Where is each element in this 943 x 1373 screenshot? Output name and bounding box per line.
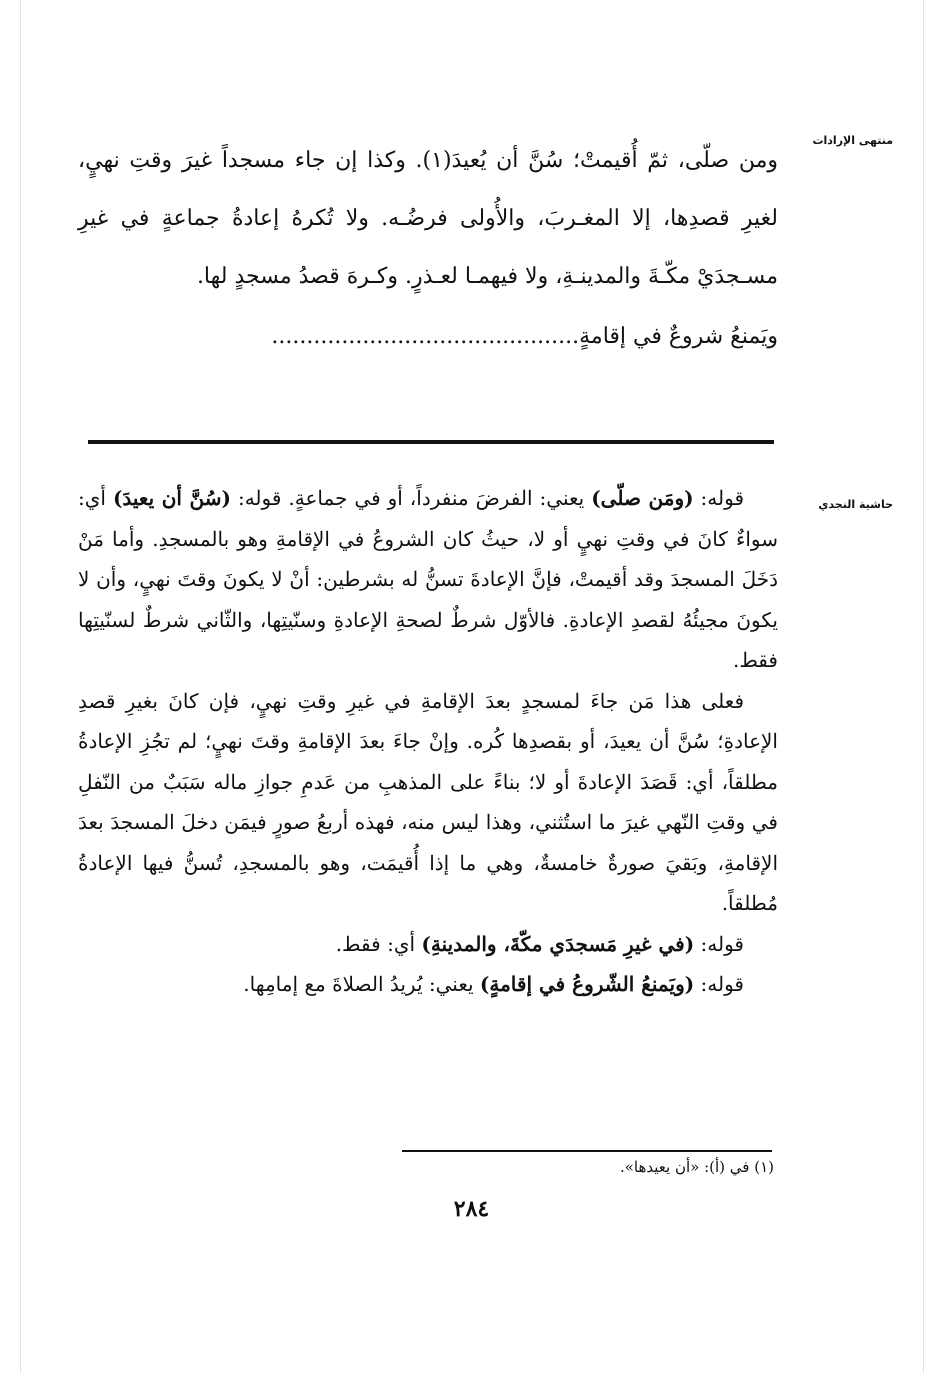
commentary-text: أي: سواءٌ كانَ في وقتِ نهيٍ أو لا، حيثُ كان الشروعُ في الإقامةِ وهو بالمسجدِ. وأما مَنْ دَخَلَ المسجدَ وقد أقيمتْ، فإنَّ الإعادةَ تسنُّ له بشرطين: أنْ لا يكونَ وقتَ نهيٍ، وأن لا يكونَ مجيئُهُ لقصدِ الإعادةِ. فالأوّل شرطٌ لصحةِ الإعادةِ وسنّيتِها، والثّاني شرطٌ لسنّيتِها فقط. (78, 486, 778, 672)
commentary-paragraph (78, 478, 778, 681)
quoted-phrase: (في غيرِ مَسجدَي مكّةَ، والمدينةِ) (421, 931, 695, 956)
sidebar-label-main: منتهى الإرادات (812, 134, 893, 147)
margin-guide-left (20, 0, 21, 1373)
margin-guide-right (923, 0, 924, 1373)
commentary-paragraph (78, 681, 778, 924)
main-paragraph: ومن صلّى، ثمّ أُقيمتْ؛ سُنَّ أن يُعيدَ(١). وكذا إن جاء مسجداً غيرَ وقتِ نهيٍ، لغيرِ قصدِها، إلا المغـربَ، والأُولى فرضُـه. ولا تُكرهُ إعادةُ جماعةٍ في غيرِ مسـجدَيْ مكّـةَ والمدينـةِ، ولا فيهمـا لعـذرٍ. وكـرهَ قصدُ مسجدٍ لها. (78, 148, 778, 289)
continuation-dots: ............................................ (271, 324, 580, 349)
commentary-text: يعني: الفرضَ منفرداً، أو في جماعةٍ. قوله: (231, 486, 592, 510)
commentary-text: يعني: يُريدُ الصلاةَ مع إمامِها. (243, 972, 480, 996)
section-separator (88, 440, 774, 444)
commentary-text: أي: فقط. (335, 931, 422, 956)
quoted-phrase: (سُنَّ أن يعيدَ) (112, 486, 231, 510)
commentary-paragraph (78, 924, 778, 965)
main-text-block (78, 132, 778, 366)
commentary-text: قوله: (693, 486, 745, 510)
quoted-phrase: (ويَمنعُ الشّروعُ في إقامةٍ) (479, 972, 695, 996)
main-last-line-text: ويَمنعُ شروعٌ في إقامةٍ (579, 324, 778, 349)
footnote: (١) في (أ): «أن يعيدها». (619, 1158, 774, 1176)
commentary-block (78, 478, 778, 1005)
main-last-line (78, 308, 778, 366)
commentary-text: قوله: (694, 972, 744, 996)
sidebar-label-commentary: حاشية النجدي (818, 498, 893, 511)
footnote-rule (402, 1150, 772, 1152)
commentary-text: فعلى هذا مَن جاءَ لمسجدٍ بعدَ الإقامةِ في غيرِ وقتِ نهيٍ، فإن كانَ بغيرِ قصدِ الإعادةِ؛ سُنَّ أن يعيدَ، أو بقصدِها كُره. وإنْ جاءَ بعدَ الإقامةِ وقتَ نهيٍ؛ لم تجُزِ الإعادةُ مطلقاً، أي: قَصَدَ الإعادةَ أو لا؛ بناءً على المذهبِ من عَدمِ جوازِ ماله سَبَبٌ من النّفلِ في وقتِ النّهي غيرَ ما استُثني، وهذا ليس منه، فهذه أربعُ صورٍ فيمَن دخلَ المسجدَ بعدَ الإقامةِ، وبَقيَ صورةٌ خامسةٌ، وهي ما إذا أُقيمَت، وهو بالمسجدِ، تُسنُّ فيها الإعادةُ مُطلقاً. (78, 688, 778, 915)
quoted-phrase: (ومَن صلّى) (591, 486, 694, 510)
commentary-text: قوله: (694, 931, 744, 956)
commentary-paragraph (78, 964, 778, 1005)
page-number: ٢٨٤ (453, 1196, 490, 1222)
